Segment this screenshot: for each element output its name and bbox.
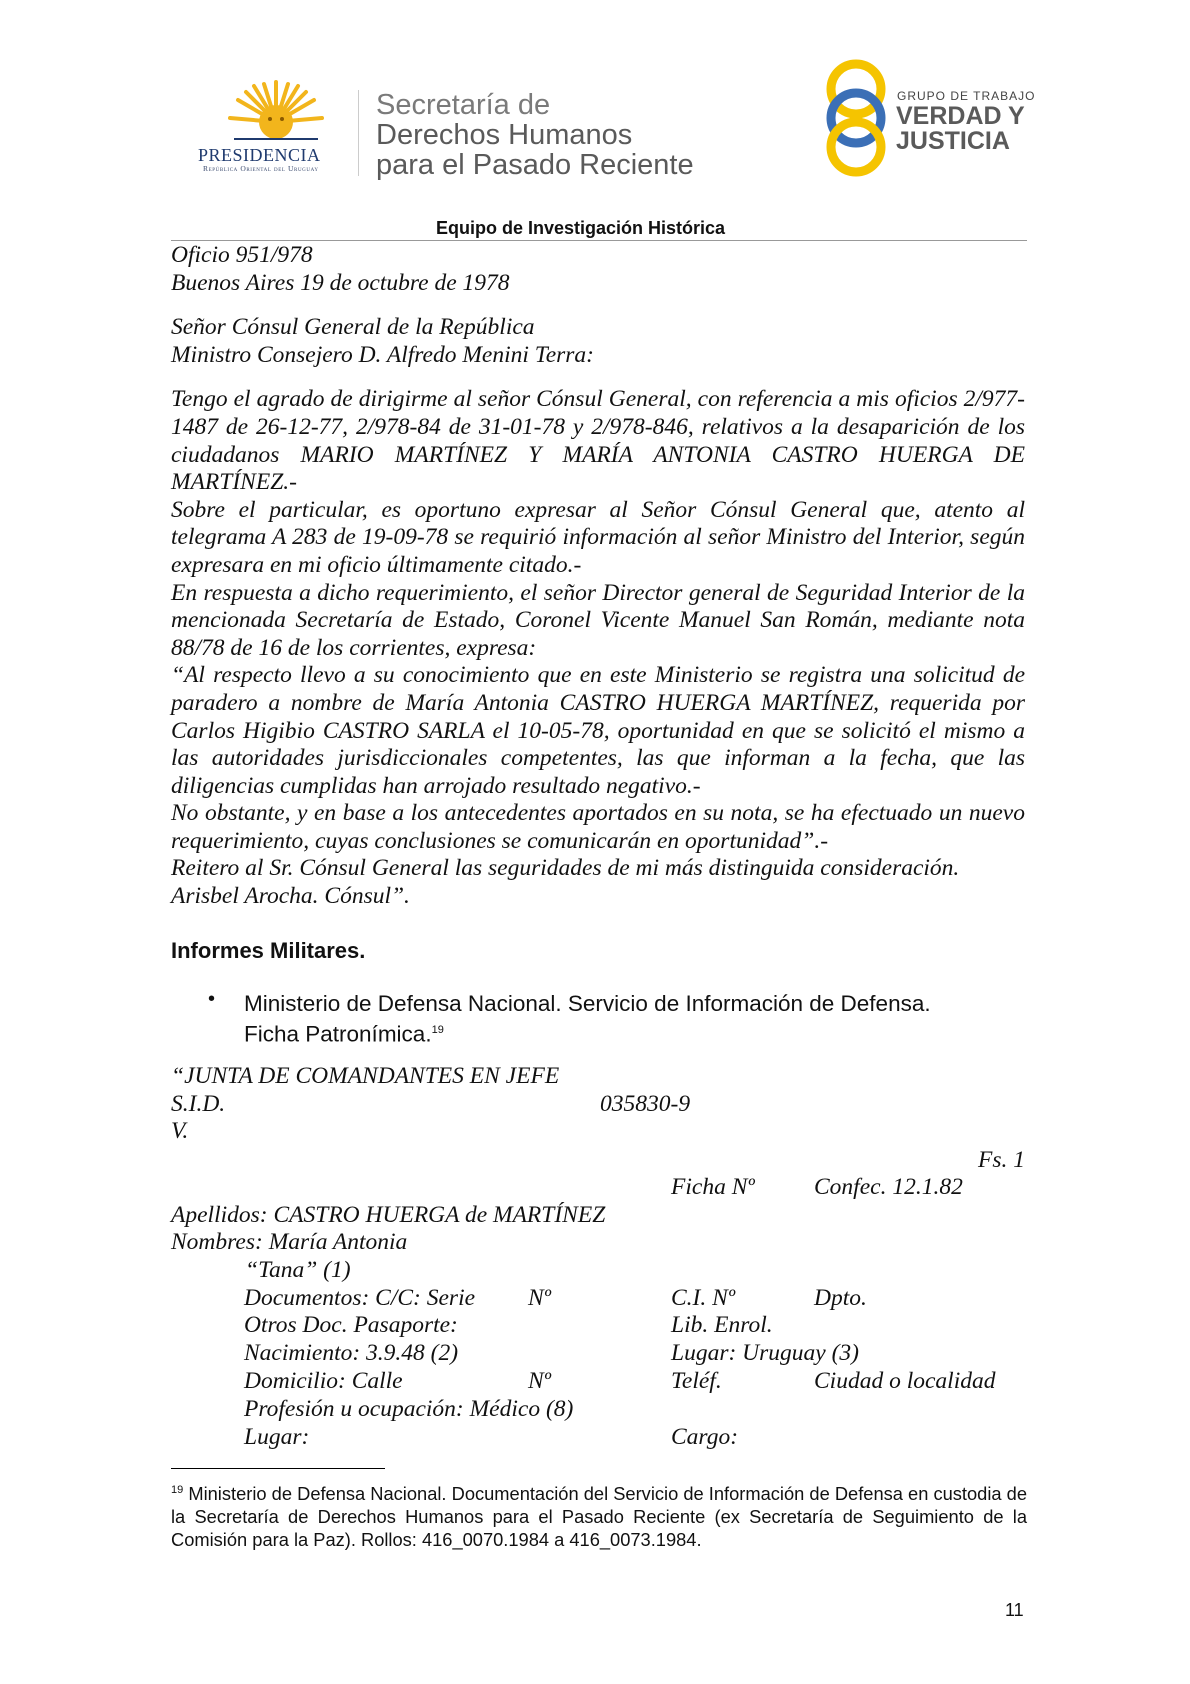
bullet-line-2-text: Ficha Patronímica. [244, 1021, 432, 1047]
addressee-line-1: Señor Cónsul General de la República [171, 314, 535, 341]
footnote-text: Ministerio de Defensa Nacional. Documentación del Servicio de Información de Defensa en custodia de la Secretaría de Derechos Humanos para el Pasado Reciente (ex Secretaría de Seguimiento de la Comisión para la Paz). Rollos: 416_0070.1984 a 416_0073.1984. [171, 1483, 1027, 1551]
ficha-fs: Fs. 1 [978, 1147, 1025, 1173]
letter-signature: Arisbel Arocha. Cónsul”. [171, 883, 410, 910]
ficha-otros-doc: Otros Doc. Pasaporte: [244, 1312, 458, 1338]
section-heading: Informes Militares. [171, 938, 366, 963]
header-divider [358, 90, 359, 176]
ficha-alias: “Tana” (1) [245, 1257, 351, 1283]
letter-paragraph: Reitero al Sr. Cónsul General las seguridades de mi más distinguida consideración. [171, 855, 960, 882]
ficha-doc-number: Nº [528, 1285, 551, 1311]
ficha-nombres: Nombres: María Antonia [171, 1229, 408, 1255]
secretaria-logo-text [376, 90, 694, 180]
bullet-item [244, 990, 931, 1048]
justicia-label: JUSTICIA [896, 127, 1010, 155]
ficha-lib-enrol: Lib. Enrol. [671, 1312, 773, 1338]
ficha-lugar-nacimiento: Lugar: Uruguay (3) [671, 1340, 859, 1366]
presidencia-label: PRESIDENCIA [198, 145, 321, 165]
ficha-cargo: Cargo: [671, 1424, 739, 1450]
ficha-apellidos: Apellidos: CASTRO HUERGA de MARTÍNEZ [171, 1202, 606, 1228]
place-date: Buenos Aires 19 de octubre de 1978 [171, 269, 510, 296]
ficha-documentos: Documentos: C/C: Serie [244, 1285, 476, 1311]
grupo-trabajo-label: GRUPO DE TRABAJO [897, 89, 1036, 103]
footnote-number: 19 [171, 1484, 184, 1496]
letter-paragraph: Tengo el agrado de dirigirme al señor Cónsul General, con referencia a mis oficios 2/977-1487 de 26-12-77, 2/978-84 de 31-01-78 y 2/978-846, relativos a la desaparición de los ciudadanos MARIO MARTÍNEZ Y MARÍA ANTONIA CASTRO HUERGA DE MARTÍNEZ.- [171, 386, 1025, 496]
secretaria-line-1: Secretaría de [376, 89, 551, 121]
addressee-line-2: Ministro Consejero D. Alfredo Menini Terra: [171, 341, 594, 368]
bullet-icon: • [208, 988, 216, 1010]
footnote-ref: 19 [431, 1024, 444, 1036]
footnote-rule [171, 1468, 385, 1469]
page-number: 11 [1005, 1600, 1024, 1620]
sun-emblem-icon [226, 78, 326, 150]
ficha-telefono: Teléf. [671, 1368, 722, 1394]
header-rule [171, 240, 1027, 241]
rings-logo-icon [818, 56, 894, 180]
ficha-header: “JUNTA DE COMANDANTES EN JEFE [171, 1063, 560, 1089]
ficha-confec: Confec. 12.1.82 [814, 1174, 963, 1200]
ficha-domicilio: Domicilio: Calle [244, 1368, 403, 1394]
letter-paragraph: En respuesta a dicho requerimiento, el señor Director general de Seguridad Interior de la mencionada Secretaría de Estado, Coronel Vicente Manuel San Román, mediante nota 88/78 de 16 de los corrientes, expresa: [171, 579, 1025, 661]
bullet-line-1: Ministerio de Defensa Nacional. Servicio de Información de Defensa. [244, 991, 931, 1016]
ficha-nacimiento: Nacimiento: 3.9.48 (2) [244, 1340, 459, 1366]
verdad-justicia-label [896, 104, 1025, 154]
presidencia-sublabel: República Oriental del Uruguay [203, 164, 319, 173]
letter-paragraph: No obstante, y en base a los antecedentes aportados en su nota, se ha efectuado un nuevo requerimiento, cuyas conclusiones se comunicarán en oportunidad”.- [171, 800, 1025, 854]
footnote [171, 1479, 1027, 1551]
ficha-number-label: Ficha Nº [671, 1174, 755, 1200]
ficha-sid-number: 035830-9 [600, 1091, 691, 1117]
ficha-dom-number: Nº [528, 1368, 551, 1394]
bullet-line-2 [244, 1017, 931, 1048]
oficio-number: Oficio 951/978 [171, 242, 313, 268]
verdad-label: VERDAD Y [896, 102, 1025, 130]
ficha-sid: S.I.D. [171, 1091, 226, 1117]
team-title: Equipo de Investigación Histórica [436, 218, 726, 238]
secretaria-line-3: para el Pasado Reciente [376, 149, 694, 181]
ficha-profesion: Profesión u ocupación: Médico (8) [244, 1396, 574, 1422]
ficha-lugar: Lugar: [244, 1424, 310, 1450]
ficha-ci: C.I. Nº [671, 1285, 736, 1311]
ficha-dpto: Dpto. [814, 1285, 867, 1311]
letter-paragraph: “Al respecto llevo a su conocimiento que en este Ministerio se registra una solicitud de paradero a nombre de María Antonia CASTRO HUERGA MARTÍNEZ, requerida por Carlos Higibio CASTRO SARLA el 10-05-78, oportunidad en que se solicitó el mismo a las autoridades jurisdiccionales competentes, las que informan a la fecha, que las diligencias cumplidas han arrojado resultado negativo.- [171, 662, 1025, 799]
letter-paragraph: Sobre el particular, es oportuno expresar al Señor Cónsul General que, atento al telegrama A 283 de 19-09-78 se requirió información al señor Ministro del Interior, según expresara en mi oficio últimamente citado.- [171, 496, 1025, 578]
secretaria-line-2: Derechos Humanos [376, 119, 633, 151]
letter [171, 242, 1025, 911]
ficha-v: V. [171, 1118, 189, 1144]
ficha-ciudad: Ciudad o localidad [814, 1368, 996, 1394]
